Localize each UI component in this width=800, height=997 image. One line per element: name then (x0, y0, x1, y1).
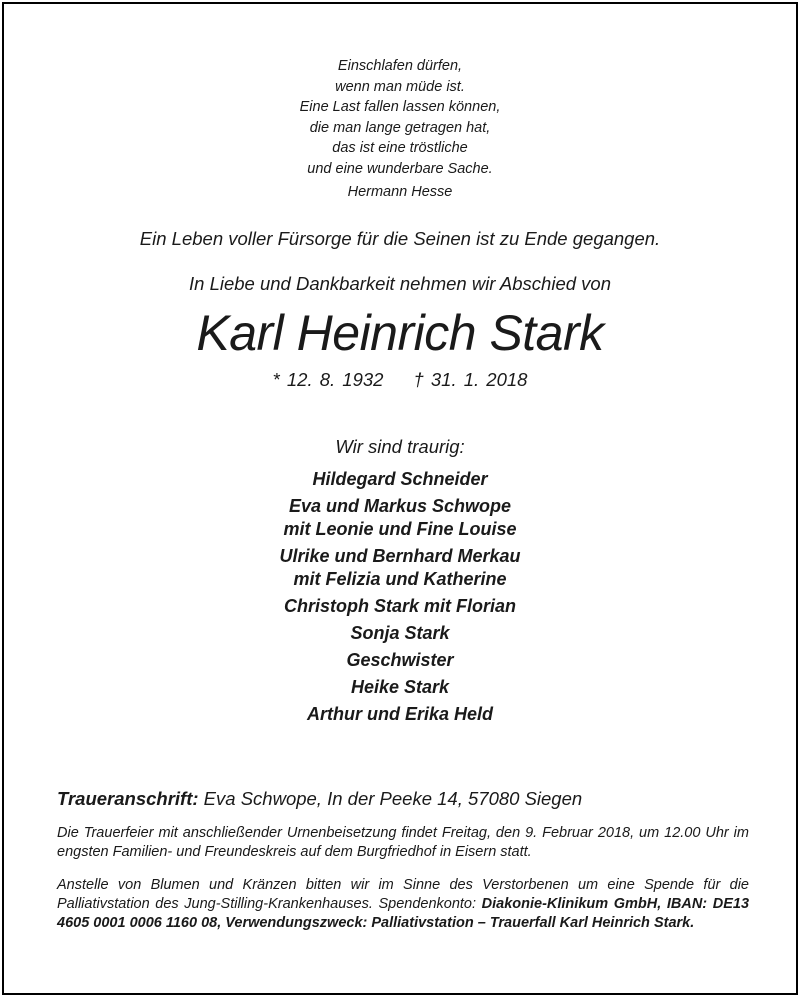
poem-line: Eine Last fallen lassen können, (299, 99, 501, 115)
donation-account: Diakonie-Klinikum GmbH, IBAN: DE13 4605 0001 0006 1160 08, Verwendungszweck: Palliativstation – Trauerfall Karl Heinrich Stark. (57, 896, 750, 931)
mourner-line: mit Felizia und Katherine (293, 569, 507, 589)
mourner-line: Eva und Markus Schwope (288, 496, 512, 516)
obituary-notice (2, 2, 798, 995)
mourning-address (57, 788, 582, 810)
mourner-group (4, 495, 796, 541)
mourners-list (4, 468, 796, 730)
poem-author: Hermann Hesse (347, 184, 453, 200)
donation-paragraph (57, 876, 749, 933)
death-date: † 31. 1. 2018 (413, 369, 528, 390)
intro-line: Ein Leben voller Fürsorge für die Seinen ist zu Ende gegangen. (139, 228, 661, 249)
farewell-line: In Liebe und Dankbarkeit nehmen wir Abschied von (189, 273, 611, 294)
mourner-line: Hildegard Schneider (312, 469, 488, 489)
mourner-group (4, 595, 796, 618)
address-value: Eva Schwope, In der Peeke 14, 57080 Siegen (198, 788, 583, 809)
poem-line: und eine wunderbare Sache. (307, 160, 493, 177)
mourner-group (4, 703, 796, 726)
donation-text: Anstelle von Blumen und Kränzen bitten wir im Sinne des Verstorbenen um eine Spende für die Palliativstation des Jung-Stilling-Krankenhauses. Spendenkonto: (57, 877, 749, 912)
poem (4, 56, 796, 203)
mourner-line: Arthur und Erika Held (306, 704, 494, 724)
mourner-group (4, 622, 796, 645)
poem-line: Einschlafen dürfen, (337, 58, 463, 74)
life-dates (4, 369, 796, 391)
birth-date: * 12. 8. 1932 (272, 369, 384, 390)
mourner-group (4, 649, 796, 672)
poem-line: wenn man müde ist. (335, 78, 465, 95)
deceased-name: Karl Heinrich Stark (196, 305, 604, 361)
mourner-group (4, 468, 796, 491)
mourner-group (4, 676, 796, 699)
mourner-line: Ulrike und Bernhard Merkau (279, 546, 521, 566)
mourner-line: mit Leonie und Fine Louise (283, 519, 517, 539)
mourner-line: Heike Stark (350, 677, 450, 697)
mourner-line: Sonja Stark (350, 623, 450, 643)
mourners-intro: Wir sind traurig: (335, 436, 465, 457)
address-label: Traueranschrift: (57, 788, 199, 809)
poem-line: das ist eine tröstliche (332, 140, 468, 156)
mourner-line: Christoph Stark mit Florian (283, 596, 517, 616)
mourner-group (4, 545, 796, 591)
mourner-line: Geschwister (346, 650, 454, 670)
ceremony-paragraph: Die Trauerfeier mit anschließender Urnenbeisetzung findet Freitag, den 9. Februar 2018, um 12.00 Uhr im engsten Familien- und Freundeskreis auf dem Burgfriedhof in Eisern statt. (57, 825, 749, 860)
poem-line: die man lange getragen hat, (309, 119, 491, 136)
